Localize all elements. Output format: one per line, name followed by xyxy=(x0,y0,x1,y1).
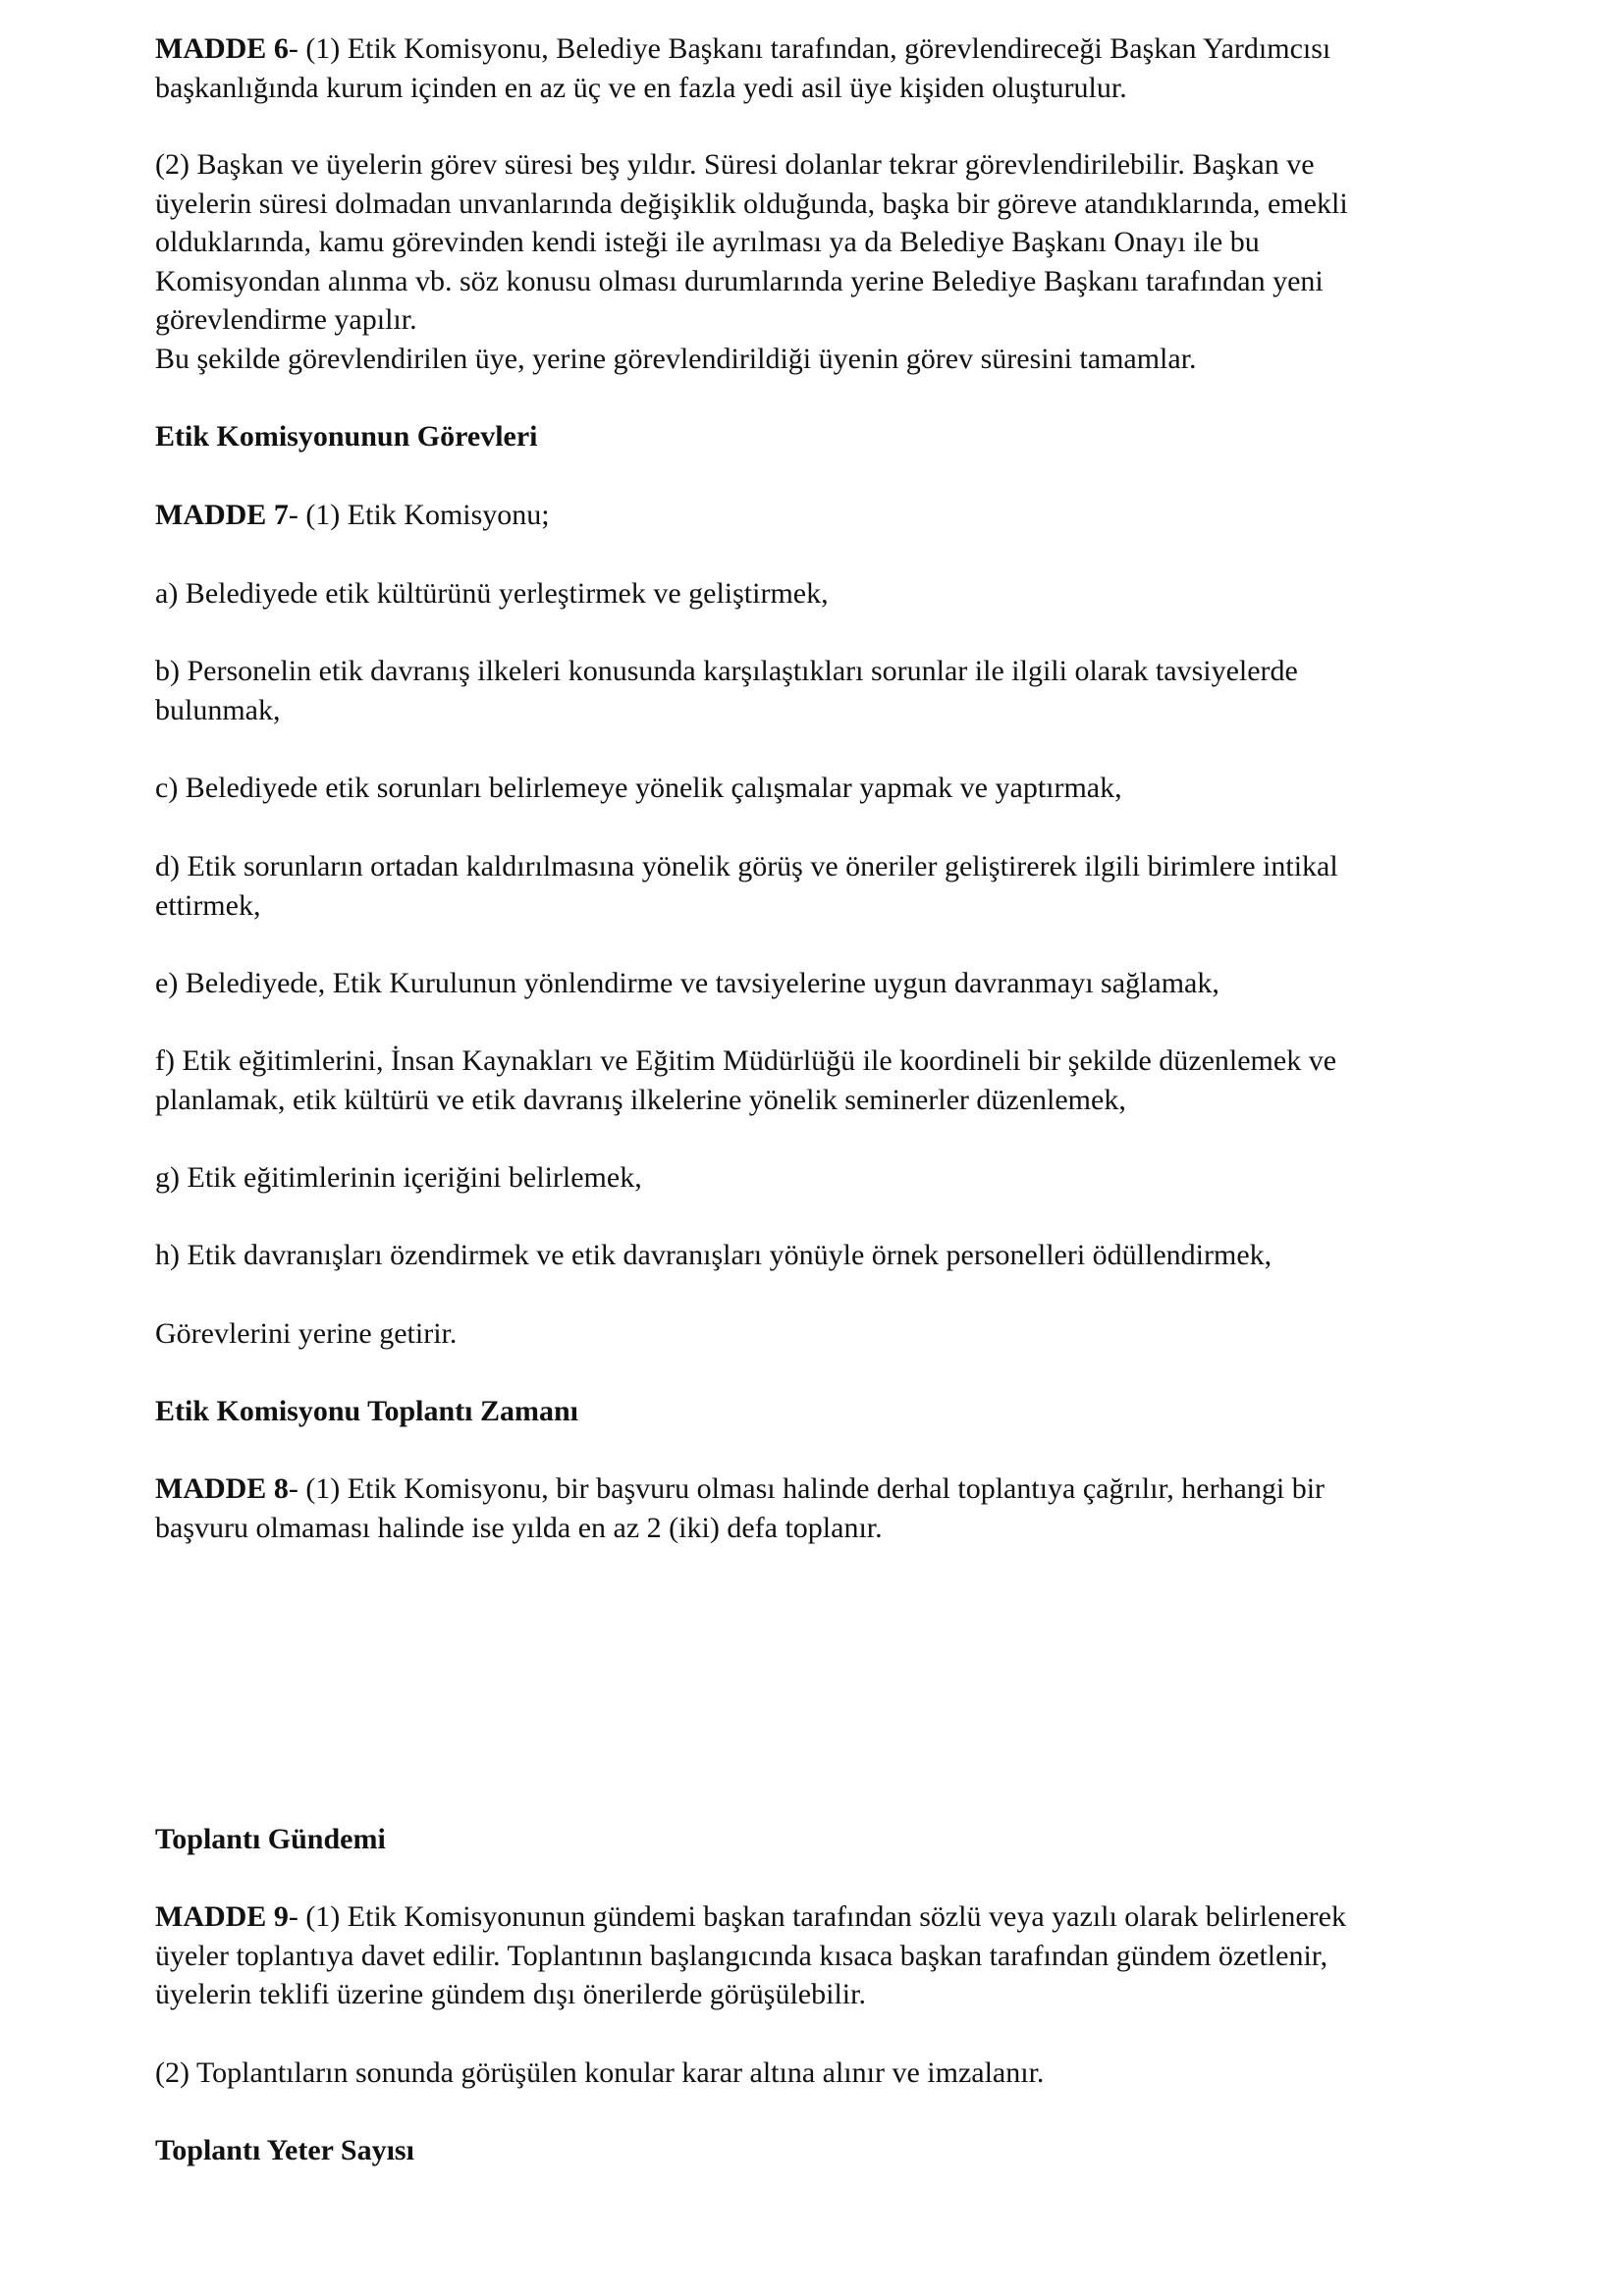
madde-9-label: MADDE 9 xyxy=(155,1900,289,1933)
text-line: b) Personelin etik davranış ilkeleri konusunda karşılaştıkları sorunlar ile ilgili olarak tavsiyelerde xyxy=(155,655,1298,687)
section-heading: Etik Komisyonunun Görevleri xyxy=(155,420,538,453)
madde-7-item-h xyxy=(155,1236,1490,1275)
madde-7-closing xyxy=(155,1314,1490,1354)
text-line: Komisyondan alınma vb. söz konusu olması durumlarında yerine Belediye Başkanı tarafından yeni xyxy=(155,264,1324,297)
madde-8-paragraph xyxy=(155,1469,1490,1547)
section-heading: Etik Komisyonu Toplantı Zamanı xyxy=(155,1395,578,1427)
text-line: başkanlığında kurum içinden en az üç ve en fazla yedi asil üye kişiden oluşturulur. xyxy=(155,71,1127,104)
text-line: Görevlerini yerine getirir. xyxy=(155,1317,458,1350)
text-line: d) Etik sorunların ortadan kaldırılmasına yönelik görüş ve öneriler geliştirerek ilgili birimlere intikal xyxy=(155,850,1338,882)
text-line: c) Belediyede etik sorunları belirlemeye yönelik çalışmalar yapmak ve yaptırmak, xyxy=(155,772,1122,804)
section-heading: Toplantı Gündemi xyxy=(155,1823,386,1855)
text-line: ettirmek, xyxy=(155,888,261,922)
text-line: görevlendirme yapılır. xyxy=(155,303,417,336)
text-line: Bu şekilde görevlendirilen üye, yerine görevlendirildiği üyenin görev süresini tamamlar. xyxy=(155,342,1197,375)
text-line: f) Etik eğitimlerini, İnsan Kaynakları ve Eğitim Müdürlüğü ile koordineli bir şekilde düzenlemek ve xyxy=(155,1044,1337,1077)
madde-9-paragraph-2 xyxy=(155,2054,1490,2093)
madde-6-paragraph-1 xyxy=(155,29,1490,107)
madde-7-item-b xyxy=(155,652,1490,729)
text-line: a) Belediyede etik kültürünü yerleştirmek ve geliştirmek, xyxy=(155,577,829,610)
madde-7-item-g xyxy=(155,1158,1490,1198)
text-line: e) Belediyede, Etik Kurulunun yönlendirme ve tavsiyelerine uygun davranmayı sağlamak, xyxy=(155,967,1219,999)
madde-7-item-e xyxy=(155,964,1490,1003)
text-line: - (1) Etik Komisyonu; xyxy=(288,499,550,531)
madde-7-item-c xyxy=(155,769,1490,808)
text-line: üyelerin teklifi üzerine gündem dışı önerilerde görüşülebilir. xyxy=(155,1978,866,2010)
text-line: - (1) Etik Komisyonu, bir başvuru olması halinde derhal toplantıya çağrılır, herhangi bir xyxy=(288,1472,1326,1505)
text-line: h) Etik davranışları özendirmek ve etik davranışları yönüyle örnek personelleri ödüllendirmek, xyxy=(155,1239,1272,1271)
section-heading: Toplantı Yeter Sayısı xyxy=(155,2134,414,2166)
text-line: başvuru olmaması halinde ise yılda en az 2 (iki) defa toplanır. xyxy=(155,1511,883,1544)
text-line: (2) Toplantıların sonunda görüşülen konular karar altına alınır ve imzalanır. xyxy=(155,2056,1045,2089)
madde-6-label: MADDE 6 xyxy=(155,32,289,65)
madde-8-label: MADDE 8 xyxy=(155,1472,289,1505)
heading-toplanti-zamani-block xyxy=(155,1392,1490,1431)
madde-6-paragraph-2 xyxy=(155,145,1490,378)
madde-9-paragraph-1 xyxy=(155,1897,1490,2014)
madde-7-item-d xyxy=(155,847,1490,925)
madde-7-item-a xyxy=(155,574,1490,614)
heading-gorevler-block xyxy=(155,417,1490,456)
text-line: (2) Başkan ve üyelerin görev süresi beş yıldır. Süresi dolanlar tekrar görevlendirilebilir. Başkan ve xyxy=(155,148,1315,181)
madde-7-label: MADDE 7 xyxy=(155,499,289,531)
text-line: olduklarında, kamu görevinden kendi isteği ile ayrılması ya da Belediye Başkanı Onayı ile bu xyxy=(155,226,1260,258)
text-line: bulunmak, xyxy=(155,693,281,726)
text-line: üyeler toplantıya davet edilir. Toplantının başlangıcında kısaca başkan tarafından gündem özetlenir, xyxy=(155,1939,1328,1972)
text-line: üyelerin süresi dolmadan unvanlarında değişiklik olduğunda, başka bir göreve atandıklarında, emekli xyxy=(155,187,1348,220)
heading-yeter-sayisi-block xyxy=(155,2131,1490,2170)
madde-7-intro xyxy=(155,496,1490,535)
text-line: - (1) Etik Komisyonunun gündemi başkan tarafından sözlü veya yazılı olarak belirlenerek xyxy=(288,1900,1346,1933)
heading-gundem-block xyxy=(155,1820,1490,1859)
text-line: planlamak, etik kültürü ve etik davranış ilkelerine yönelik seminerler düzenlemek, xyxy=(155,1083,1126,1116)
text-line: g) Etik eğitimlerinin içeriğini belirlemek, xyxy=(155,1161,642,1194)
madde-7-item-f xyxy=(155,1041,1490,1119)
text-line: - (1) Etik Komisyonu, Belediye Başkanı tarafından, görevlendireceği Başkan Yardımcısı xyxy=(288,32,1331,65)
